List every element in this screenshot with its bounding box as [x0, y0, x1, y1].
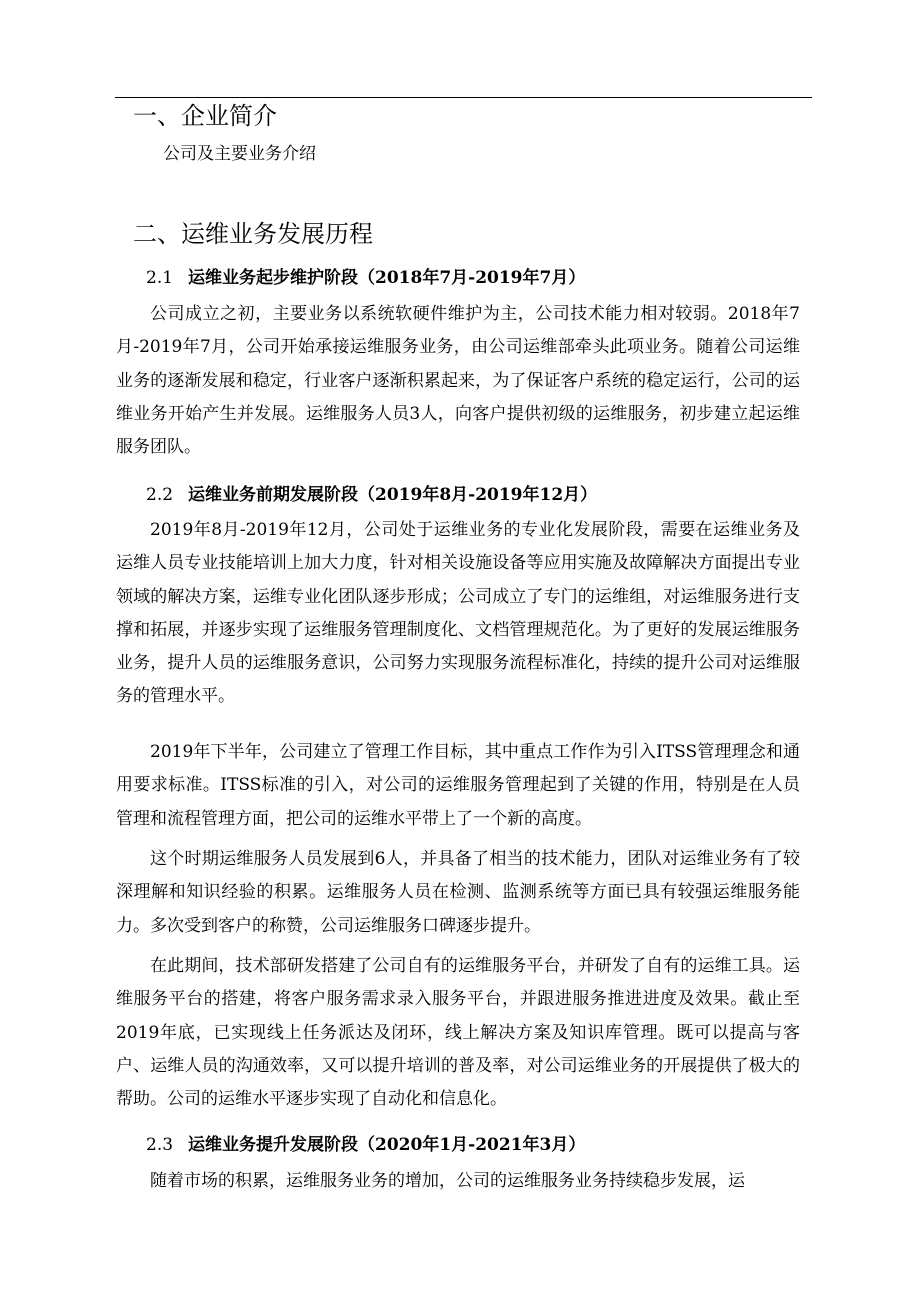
- header-rule: [115, 97, 812, 98]
- paragraph-6: 随着市场的积累，运维服务业务的增加，公司的运维服务业务持续稳步发展，运: [150, 1171, 745, 1191]
- section-subtitle-intro: 公司及主要业务介绍: [163, 144, 316, 164]
- subsection-number: 2.2: [146, 485, 174, 505]
- subsection-heading-2-3: [146, 1134, 585, 1156]
- subsection-number: 2.1: [146, 268, 174, 288]
- paragraph-3: 2019年下半年，公司建立了管理工作目标，其中重点工作作为引入ITSS管理理念和通用要求标准。ITSS标准的引入，对公司的运维服务管理起到了关键的作用，特别是在人员管理和流程管理方面，把公司的运维水平带上了一个新的高度。: [116, 742, 800, 829]
- subsection-title: 运维业务起步维护阶段（2018年7月-2019年7月）: [188, 268, 586, 288]
- paragraph-4: 这个时期运维服务人员发展到6人，并具备了相当的技术能力，团队对运维业务有了较深理解和知识经验的积累。运维服务人员在检测、监测系统等方面已具有较强运维服务能力。多次受到客户的称赞，公司运维服务口碑逐步提升。: [116, 849, 800, 936]
- paragraph-5: 在此期间，技术部研发搭建了公司自有的运维服务平台，并研发了自有的运维工具。运维服务平台的搭建，将客户服务需求录入服务平台，并跟进服务推进进度及效果。截止至2019年底，已实现线上任务派达及闭环，线上解决方案及知识库管理。既可以提高与客户、运维人员的沟通效率，又可以提升培训的普及率，对公司运维业务的开展提供了极大的帮助。公司的运维水平逐步实现了自动化和信息化。: [116, 956, 800, 1110]
- section-title-intro: 一、企业简介: [133, 102, 277, 130]
- subsection-heading-2-1: [146, 267, 585, 289]
- paragraph-1: 公司成立之初，主要业务以系统软硬件维护为主，公司技术能力相对较弱。2018年7月-2019年7月，公司开始承接运维服务业务，由公司运维部牵头此项业务。随着公司运维业务的逐渐发展和稳定，行业客户逐渐积累起来，为了保证客户系统的稳定运行，公司的运维业务开始产生并发展。运维服务人员3人，向客户提供初级的运维服务，初步建立起运维服务团队。: [116, 304, 800, 458]
- subsection-number: 2.3: [146, 1135, 174, 1155]
- paragraph-2: 2019年8月-2019年12月，公司处于运维业务的专业化发展阶段，需要在运维业务及运维人员专业技能培训上加大力度，针对相关设施设备等应用实施及故障解决方面提出专业领域的解决方案，运维专业化团队逐步形成；公司成立了专门的运维组，对运维服务进行支撑和拓展，并逐步实现了运维服务管理制度化、文档管理规范化。为了更好的发展运维服务业务，提升人员的运维服务意识，公司努力实现服务流程标准化，持续的提升公司对运维服务的管理水平。: [116, 520, 800, 707]
- subsection-title: 运维业务提升发展阶段（2020年1月-2021年3月）: [188, 1135, 586, 1155]
- subsection-heading-2-2: [146, 484, 597, 506]
- subsection-title: 运维业务前期发展阶段（2019年8月-2019年12月）: [188, 485, 598, 505]
- section-title-history: 二、运维业务发展历程: [133, 220, 373, 248]
